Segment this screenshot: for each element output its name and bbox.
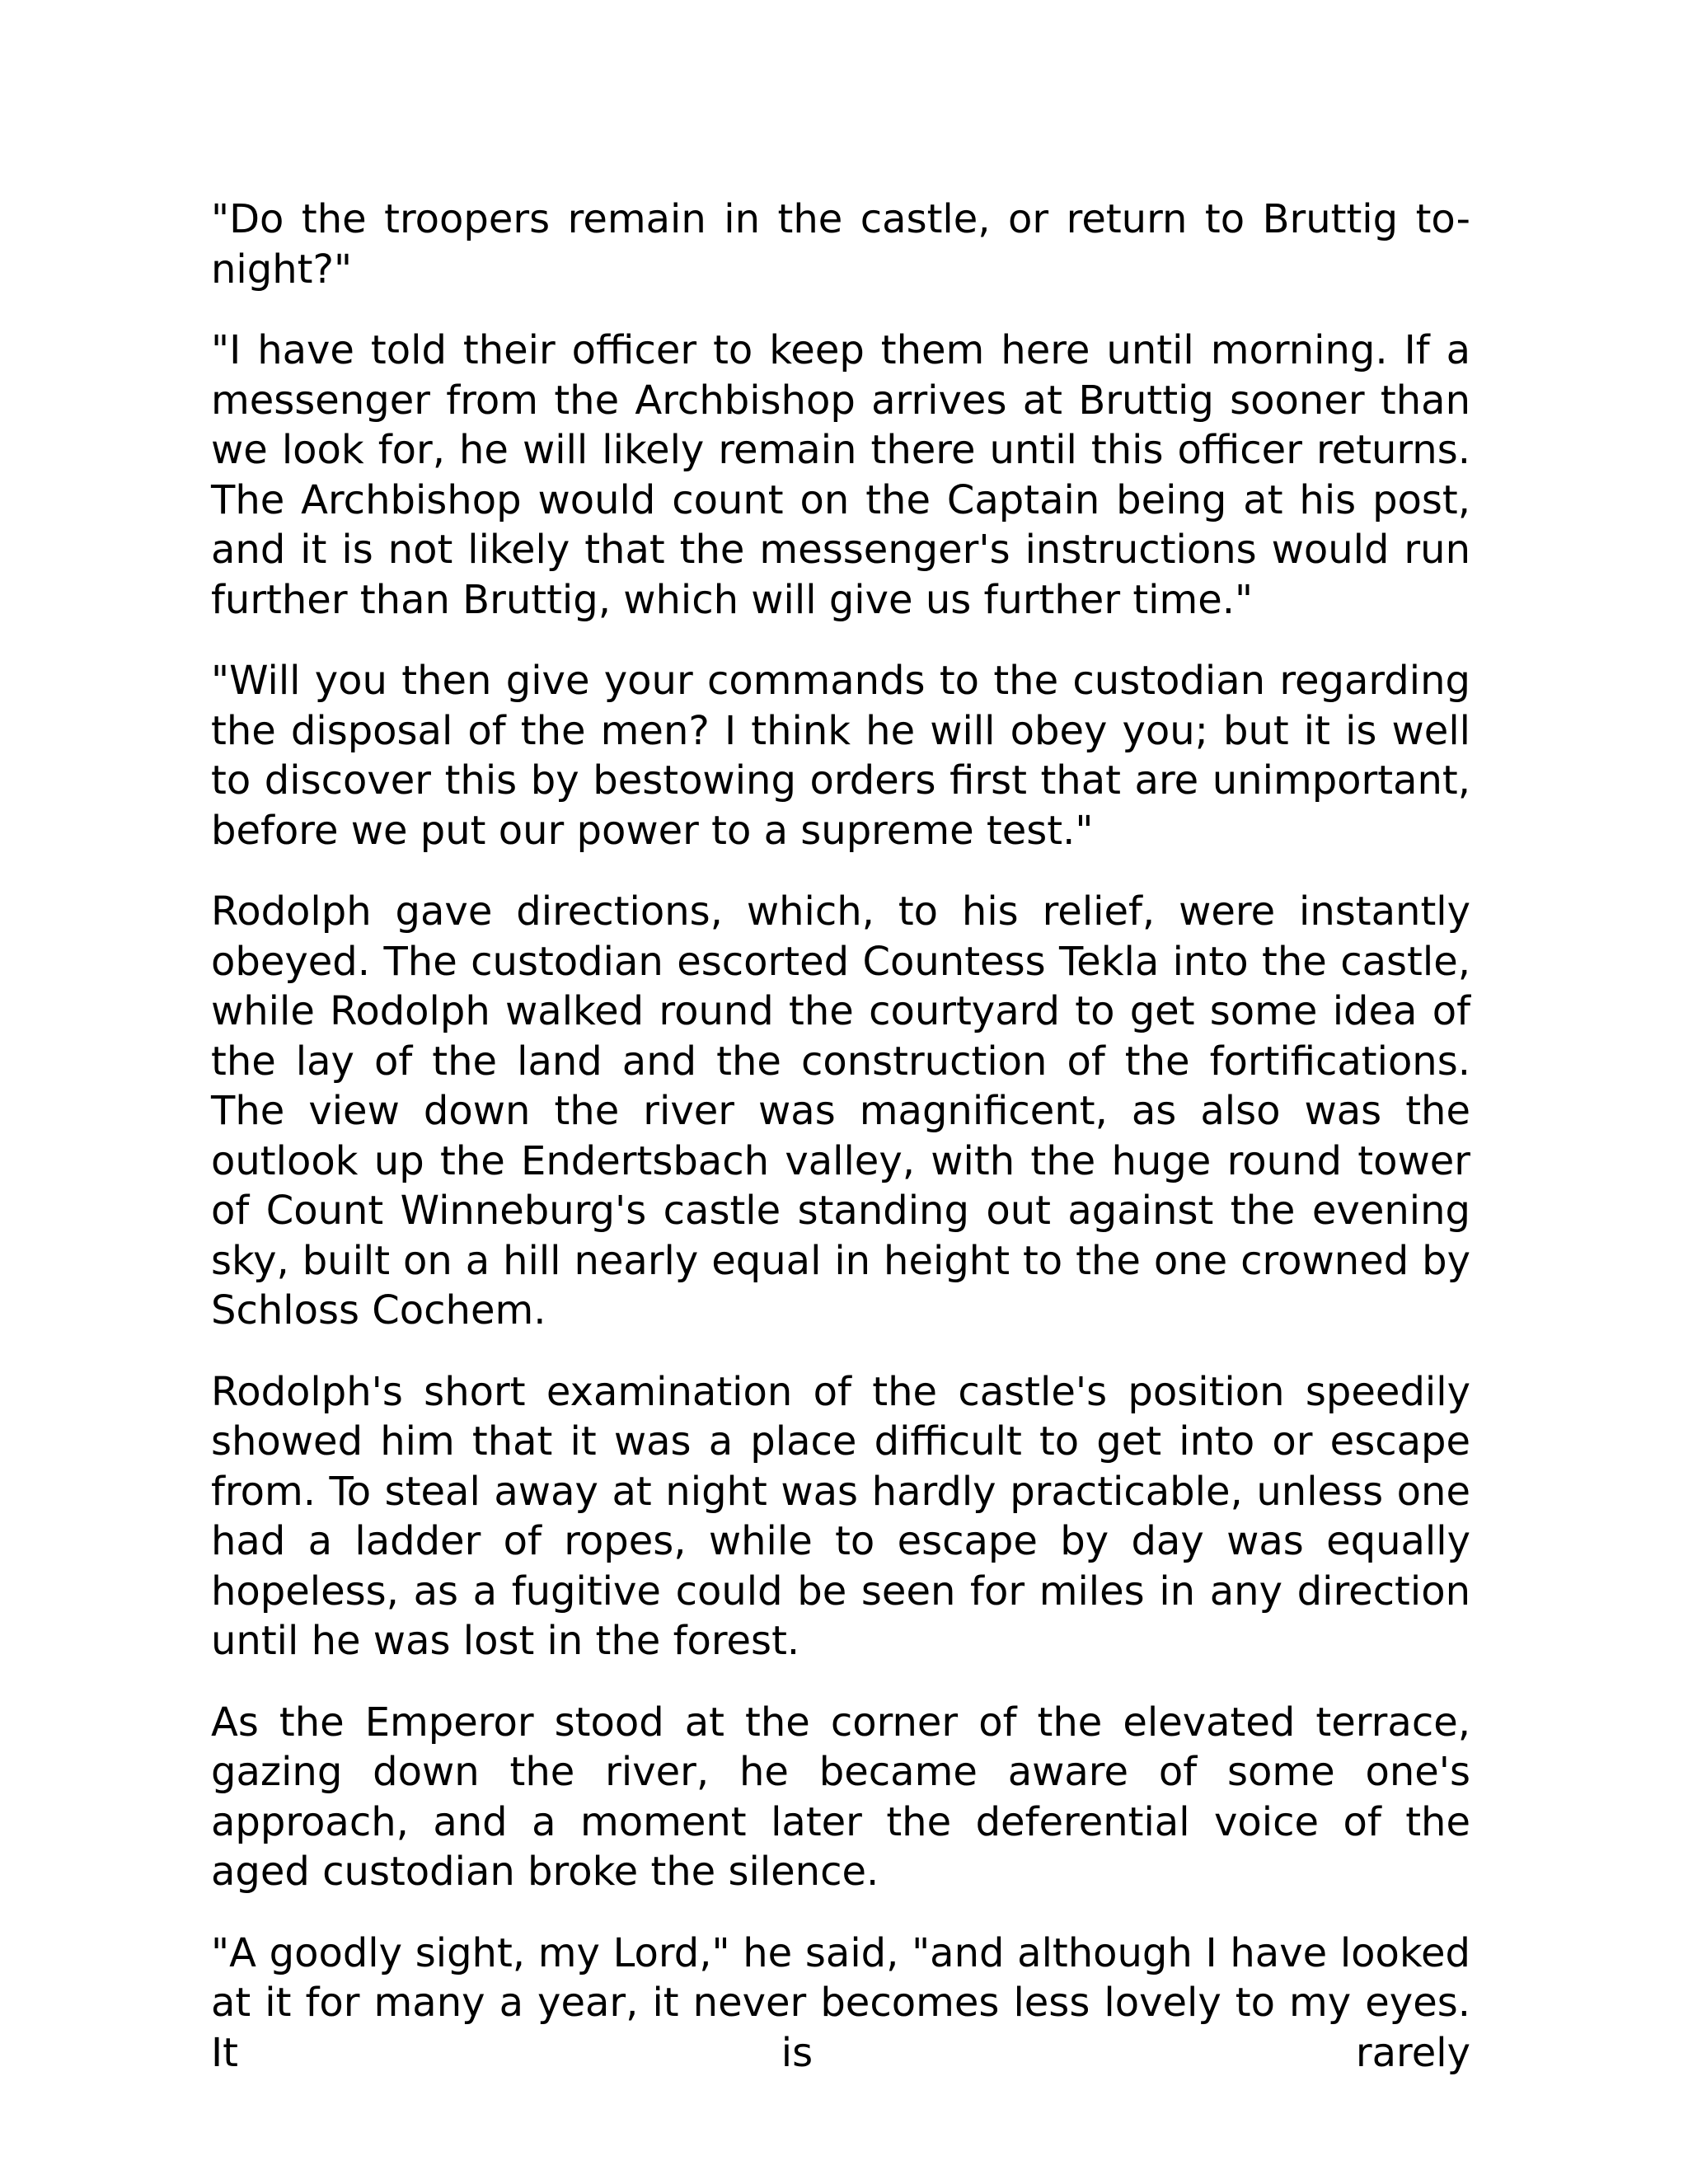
paragraph-3: "Will you then give your commands to the custodian regarding the disposal of the men? I think he will obey you; but it is well to discover this by bestowing orders first that are unimportant, before we put our power to a supreme test." [211, 658, 1470, 854]
body-text [211, 194, 1470, 2078]
paragraph-6: As the Emperor stood at the corner of the elevated terrace, gazing down the river, he became aware of some one's approach, and a moment later the deferential voice of the aged custodian broke the silence. [211, 1699, 1470, 1895]
paragraph-5: Rodolph's short examination of the castle's position speedily showed him that it was a place difficult to get into or escape from. To steal away at night was hardly practicable, unless one had a ladder of ropes, while to escape by day was equally hopeless, as a fugitive could be seen for miles in any direction until he was lost in the forest. [211, 1368, 1470, 1664]
paragraph-7: "A goodly sight, my Lord," he said, "and although I have looked at it for many a year, it never becomes less lovely to my eyes. It is rarely [211, 1929, 1470, 2076]
paragraph-2: "I have told their officer to keep them here until morning. If a messenger from the Archbishop arrives at Bruttig sooner than we look for, he will likely remain there until this officer returns. The Archbishop would count on the Captain being at his post, and it is not likely that the messenger's instructions would run further than Bruttig, which will give us further time." [211, 327, 1470, 623]
paragraph-1: "Do the troopers remain in the castle, or return to Bruttig to-night?" [211, 196, 1470, 293]
paragraph-4: Rodolph gave directions, which, to his relief, were instantly obeyed. The custodian escorted Countess Tekla into the castle, while Rodolph walked round the courtyard to get some idea of the lay of the land and the construction of the fortifications. The view down the river was magnificent, as also was the outlook up the Endertsbach valley, with the huge round tower of Count Winneburg's castle standing out against the evening sky, built on a hill nearly equal in height to the one crowned by Schloss Cochem. [211, 888, 1470, 1333]
